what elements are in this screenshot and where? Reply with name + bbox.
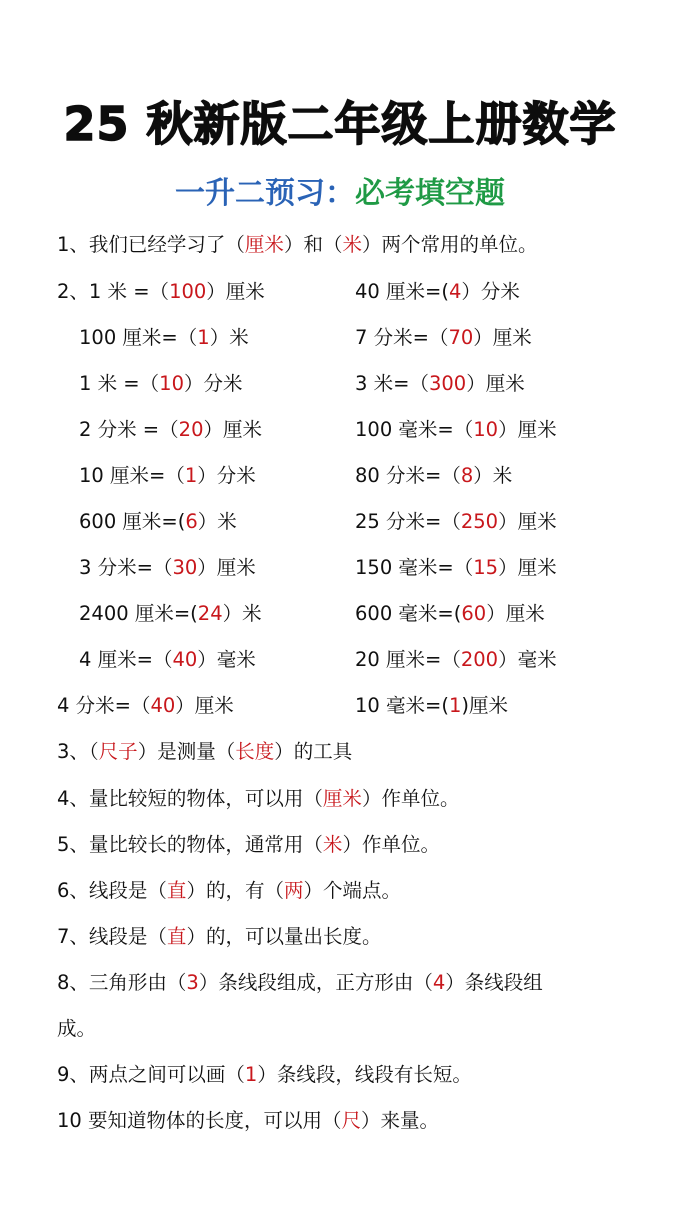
- q2-answer: 20: [178, 418, 204, 441]
- q2-text: 600 厘米=(: [79, 510, 186, 533]
- q2-unit: ）厘米: [197, 556, 256, 579]
- q2-left-item: [57, 693, 234, 719]
- q2-text: 4 厘米=（: [79, 648, 173, 671]
- q4-text-1: 4、量比较短的物体，可以用（: [57, 787, 323, 810]
- q4-text-2: ）作单位。: [361, 787, 460, 810]
- q9-text-1: 9、两点之间可以画（: [57, 1063, 245, 1086]
- q2-right-item: [355, 325, 532, 351]
- q2-unit: ）毫米: [498, 648, 557, 671]
- q2-unit: ）分米: [461, 280, 520, 303]
- question-8: [57, 970, 543, 996]
- q2-right-item: [355, 601, 545, 627]
- q3-answer-1: 尺子: [98, 740, 138, 763]
- q2-answer: 200: [460, 648, 499, 671]
- q2-text: 7 分米=（: [355, 326, 449, 349]
- q2-text: 10 毫米=(: [355, 694, 449, 717]
- q2-unit: ）分米: [197, 464, 256, 487]
- q2-unit: ）米: [473, 464, 513, 487]
- q3-text-2: ）是测量（: [137, 740, 236, 763]
- q2-left-item: [79, 371, 243, 397]
- q2-text: 3 米=（: [355, 372, 429, 395]
- q2-right-item: [355, 693, 508, 719]
- question-9: [57, 1062, 472, 1088]
- q7-text-2: ）的，可以量出长度。: [186, 925, 382, 948]
- q2-text: 25 分米=（: [355, 510, 461, 533]
- q2-answer: 250: [460, 510, 499, 533]
- q2-unit: ）厘米: [498, 418, 557, 441]
- q1-answer-2: 米: [342, 233, 362, 256]
- q2-left-item: [57, 279, 265, 305]
- subtitle-prefix: 一升二预习：: [175, 176, 355, 211]
- q7-text-1: 7、线段是（: [57, 925, 167, 948]
- q2-text: 150 毫米=（: [355, 556, 474, 579]
- question-3: [57, 739, 352, 765]
- q2-left-item: [79, 601, 262, 627]
- q2-unit: ）厘米: [498, 510, 557, 533]
- q5-answer: 米: [322, 833, 343, 856]
- q2-unit: ）厘米: [206, 280, 265, 303]
- page-subtitle: [0, 168, 680, 212]
- q2-left-item: [79, 463, 256, 489]
- q2-text: 2、1 米 =（: [57, 280, 170, 303]
- q2-answer: 300: [428, 372, 467, 395]
- q5-text-1: 5、量比较长的物体，通常用（: [57, 833, 323, 856]
- q2-answer: 10: [159, 372, 184, 395]
- q2-text: 2400 厘米=(: [79, 602, 198, 625]
- q2-unit: ）厘米: [203, 418, 262, 441]
- q2-answer: 6: [185, 510, 198, 533]
- q2-text: 600 毫米=(: [355, 602, 462, 625]
- q2-answer: 60: [461, 602, 487, 625]
- q2-left-item: [79, 417, 262, 443]
- question-1: [57, 232, 537, 258]
- q8-text-3: ）条线段组: [445, 971, 543, 994]
- q3-text-1: 3、（: [57, 740, 99, 763]
- q2-unit: ）厘米: [175, 694, 234, 717]
- q2-answer: 10: [473, 418, 499, 441]
- q4-answer: 厘米: [322, 787, 362, 810]
- q2-answer: 1: [197, 326, 210, 349]
- q2-unit: ）厘米: [486, 602, 545, 625]
- q6-text-3: ）个端点。: [303, 879, 401, 902]
- q8-answer-2: 4: [432, 971, 446, 994]
- question-5: [57, 832, 440, 858]
- q2-left-item: [79, 555, 256, 581]
- q2-unit: ）厘米: [466, 372, 525, 395]
- q2-right-item: [355, 371, 525, 397]
- q2-right-item: [355, 509, 557, 535]
- q2-answer: 4: [448, 280, 462, 303]
- q2-unit: ）厘米: [498, 556, 557, 579]
- question-8-continued: [57, 1016, 96, 1042]
- q2-text: 80 分米=（: [355, 464, 461, 487]
- subtitle-main: 必考填空题: [355, 176, 505, 211]
- question-4: [57, 786, 459, 812]
- q2-answer: 100: [169, 280, 207, 303]
- q2-text: 10 厘米=（: [79, 464, 185, 487]
- q2-text: 1 米 =（: [79, 372, 160, 395]
- q2-answer: 70: [448, 326, 474, 349]
- q7-answer: 直: [166, 925, 187, 948]
- q2-answer: 30: [172, 556, 198, 579]
- q8-text-1: 8、三角形由（: [57, 971, 187, 994]
- q2-text: 40 厘米=(: [355, 280, 449, 303]
- q2-right-item: [355, 463, 512, 489]
- q9-answer: 1: [244, 1063, 258, 1086]
- q2-left-item: [79, 509, 237, 535]
- q2-answer: 24: [197, 602, 223, 625]
- q6-text-2: ）的，有（: [186, 879, 284, 902]
- q8-text-4: 成。: [57, 1017, 97, 1040]
- q2-answer: 8: [460, 464, 474, 487]
- q1-text-2: ）和（: [283, 233, 343, 256]
- q2-text: 3 分米=（: [79, 556, 173, 579]
- q2-right-item: [355, 647, 557, 673]
- q2-answer: 15: [473, 556, 499, 579]
- q2-answer: 40: [172, 648, 198, 671]
- q2-unit: ）米: [209, 326, 249, 349]
- q1-text-3: ）两个常用的单位。: [361, 233, 538, 256]
- q2-text: 2 分米 =（: [79, 418, 179, 441]
- q10-answer: 尺: [341, 1109, 362, 1132]
- q2-text: 20 厘米=（: [355, 648, 461, 671]
- q2-text: 4 分米=（: [57, 694, 151, 717]
- q2-left-item: [79, 325, 249, 351]
- question-10: [57, 1108, 439, 1134]
- q3-answer-2: 长度: [235, 740, 275, 763]
- q2-right-item: [355, 555, 557, 581]
- q2-right-item: [355, 279, 520, 305]
- q6-answer-2: 两: [283, 879, 304, 902]
- q1-answer-1: 厘米: [244, 233, 284, 256]
- q6-answer-1: 直: [166, 879, 187, 902]
- q10-text-2: ）来量。: [361, 1109, 440, 1132]
- q3-text-3: ）的工具: [274, 740, 353, 763]
- q2-right-item: [355, 417, 557, 443]
- q8-text-2: ）条线段组成，正方形由（: [198, 971, 433, 994]
- q2-unit: ）米: [197, 510, 237, 533]
- q9-text-2: ）条线段，线段有长短。: [257, 1063, 472, 1086]
- page-title: 25 秋新版二年级上册数学: [63, 97, 617, 151]
- question-7: [57, 924, 381, 950]
- question-6: [57, 878, 401, 904]
- q2-unit: ）分米: [183, 372, 243, 395]
- q6-text-1: 6、线段是（: [57, 879, 167, 902]
- q2-unit: ）厘米: [473, 326, 532, 349]
- q2-answer: 40: [150, 694, 176, 717]
- q2-unit: ）米: [222, 602, 262, 625]
- q2-unit: ）毫米: [197, 648, 256, 671]
- q2-text: 100 毫米=（: [355, 418, 474, 441]
- q2-unit: )厘米: [461, 694, 508, 717]
- q10-text-1: 10 要知道物体的长度，可以用（: [57, 1109, 342, 1132]
- q2-left-item: [79, 647, 256, 673]
- q2-answer: 1: [184, 464, 198, 487]
- q5-text-2: ）作单位。: [342, 833, 440, 856]
- q8-answer-1: 3: [186, 971, 199, 994]
- q1-text-1: 1、我们已经学习了（: [57, 233, 245, 256]
- q2-answer: 1: [448, 694, 462, 717]
- q2-text: 100 厘米=（: [79, 326, 198, 349]
